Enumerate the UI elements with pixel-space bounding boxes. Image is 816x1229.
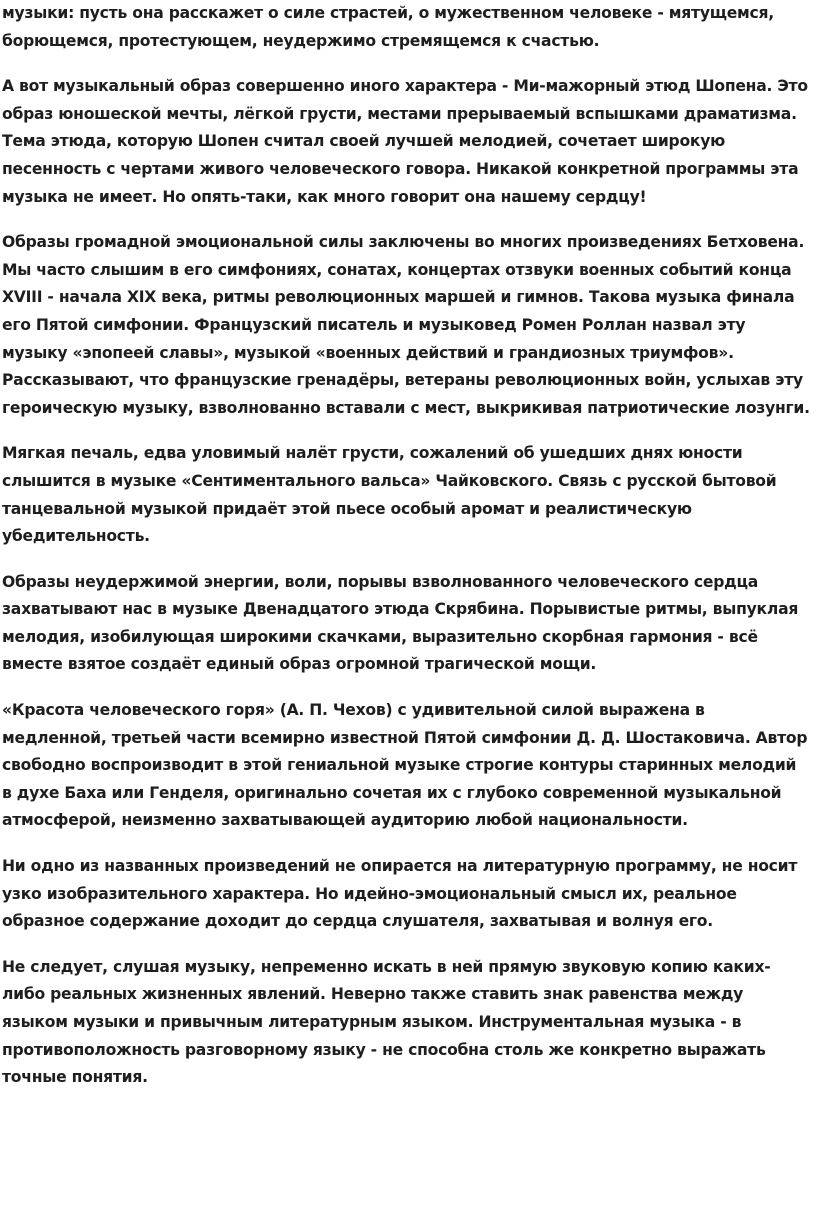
paragraph: Образы громадной эмоциональной силы заключены во многих произведениях Бетховена. Мы часто слышим в его симфониях, сонатах, концертах отзвуки военных событий конца XVIII - начала XIX века, ритмы революционных маршей и гимнов. Такова музыка финала его Пятой симфонии. Французский писатель и музыковед Ромен Роллан назвал эту музыку «эпопеей славы», музыкой «военных действий и грандиозных триумфов». Рассказывают, что французские гренадёры, ветераны революционных войн, услыхав эту героическую музыку, взволнованно вставали с мест, выкрикивая патриотические лозунги. xyxy=(2,233,810,417)
paragraph: Ни одно из названных произведений не опирается на литературную программу, не носит узко изобразительного характера. Но идейно-эмоциональный смысл их, реальное образное содержание доходит до сердца слушателя, захватывая и волнуя его. xyxy=(2,857,798,931)
paragraph: «Красота человеческого горя» (А. П. Чехов) с удивительной силой выражена в медленной, третьей части всемирно известной Пятой симфонии Д. Д. Шостаковича. Автор свободно воспроизводит в этой гениальной музыке строгие контуры старинных мелодий в духе Баха или Генделя, оригинально сочетая их с глубоко современной музыкальной атмосферой, неизменно захватывающей аудиторию любой национальности. xyxy=(2,701,808,830)
paragraph: музыки: пусть она расскажет о силе страстей, о мужественном человеке - мятущемся, борющемся, протестующем, неудержимо стремящемся к счастью. xyxy=(2,4,774,50)
paragraph: Мягкая печаль, едва уловимый налёт грусти, сожалений об ушедших днях юности слышится в музыке «Сентиментального вальса» Чайковского. Связь с русской бытовой танцевальной музыкой придаёт этой пьесе особый аромат и реалистическую убедительность. xyxy=(2,444,777,546)
paragraph: Не следует, слушая музыку, непременно искать в ней прямую звуковую копию каких-либо реальных жизненных явлений. Неверно также ставить знак равенства между языком музыки и привычным литературным языком. Инструментальная музыка - в противоположность разговорному языку - не способна столь же конкретно выражать точные понятия. xyxy=(2,957,771,1087)
paragraph: Образы неудержимой энергии, воли, порывы взволнованного человеческого сердца захватывают нас в музыке Двенадцатого этюда Скрябина. Порывистые ритмы, выпуклая мелодия, изобилующая широкими скачками, выразительно скорбная гармония - всё вместе взятое создаёт единый образ огромной трагической мощи. xyxy=(2,572,799,674)
paragraph: А вот музыкальный образ совершенно иного характера - Ми-мажорный этюд Шопена. Это образ юношеской мечты, лёгкой грусти, местами прерываемый вспышками драматизма. Тема этюда, которую Шопен считал своей лучшей мелодией, сочетает широкую песенность с чертами живого человеческого говора. Никакой конкретной программы эта музыка не имеет. Но опять-таки, как много говорит она нашему сердцу! xyxy=(2,77,808,206)
